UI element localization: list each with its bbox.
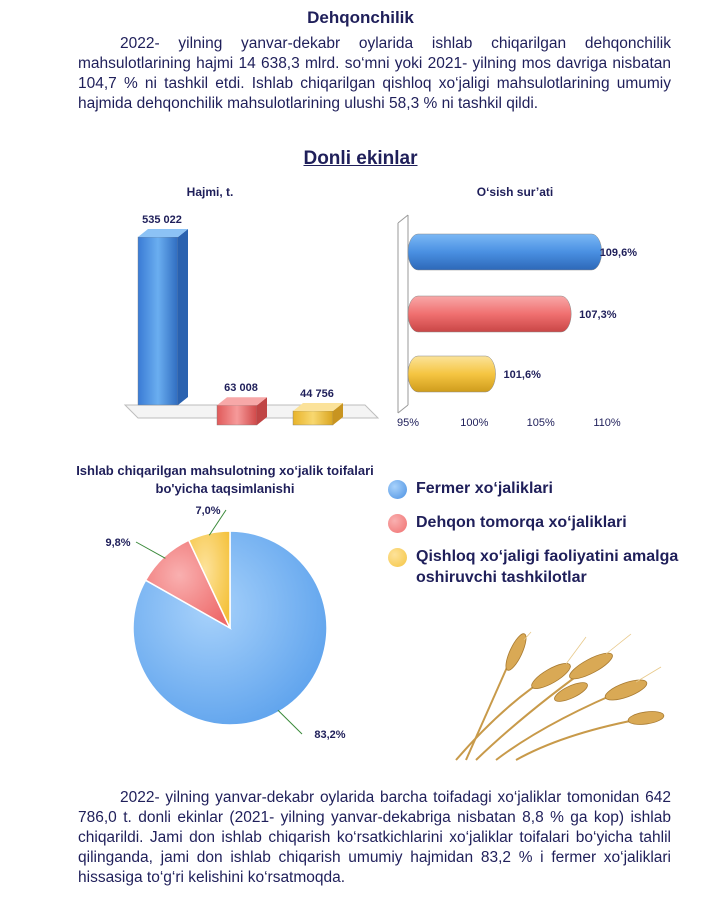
pie-leader-line — [136, 542, 165, 558]
volume-bar-side — [178, 229, 188, 405]
intro-text: 2022- yilning yanvar-dekabr oylarida ishlab chiqarilgan dehqonchilik mahsulotlarining hajmi 14 638,3 mlrd. so‘mni yoki 2021- yilning mos davriga nisbatan 104,7 % ni tashkil etdi. Ishlab chiqarilgan qishloq xo‘jaligi mahsulotlarining umumiy hajmida dehqonchilik mahsulotlarining ulushi 58,3 % ni tashkil qildi. — [78, 35, 671, 112]
chart-legend — [386, 478, 706, 601]
growth-chart-title: O‘sish sur’ati — [476, 185, 554, 199]
legend-item-dehqon — [386, 512, 706, 533]
section-title: Donli ekinlar — [303, 148, 418, 169]
volume-bar — [138, 237, 178, 405]
volume-bar — [217, 405, 257, 425]
growth-bar — [408, 296, 571, 332]
growth-axis-floor-bottom — [398, 405, 408, 413]
legend-item-fermer — [386, 478, 706, 499]
pie-data-label: 83,2% — [314, 729, 346, 741]
growth-tick-label: 100% — [460, 417, 489, 429]
pie-chart-title: Ishlab chiqarilgan mahsulotning xo‘jalik toifalari bo'yicha taqsimlanishi — [76, 463, 374, 496]
legend-label: Dehqon tomorqa xo‘jaliklari — [416, 514, 627, 531]
growth-bar — [408, 234, 602, 270]
volume-bar — [293, 411, 333, 425]
outro-paragraph — [78, 788, 671, 888]
growth-bar-chart — [397, 215, 637, 429]
pie-data-label: 9,8% — [105, 537, 131, 549]
growth-axis-floor — [398, 215, 408, 223]
pie-data-label: 7,0% — [195, 505, 221, 517]
growth-tick-label: 110% — [593, 417, 621, 429]
growth-tick-label: 105% — [526, 417, 555, 429]
volume-bar-chart — [125, 214, 378, 425]
share-pie-chart — [105, 505, 345, 741]
volume-data-label: 44 756 — [300, 387, 334, 400]
growth-tick-label: 95% — [396, 417, 420, 429]
growth-bar — [408, 356, 496, 392]
growth-data-label: 101,6% — [503, 369, 541, 381]
outro-text: 2022- yilning yanvar-dekabr oylarida barcha toifadagi xo‘jaliklar tomonidan 642 786,0 t. donli ekinlar (2021- yilning yanvar-dekabriga nisbatan 8,8 % ga kop) ishlab chiqarildi. Jami don ishlab chiqarish ko‘rsatkichlarini xo‘jaliklar toifalari bo‘yicha tahlil qilinganda, jami don ishlab chiqarish umumiy hajmidan 83,2 % i fermer xo‘jaliklari hissasiga to‘g‘ri kelishini ko‘rsatmoqda. — [78, 789, 671, 886]
volume-data-label: 535 022 — [142, 214, 182, 226]
page-heading: Dehqonchilik — [307, 8, 414, 27]
volume-chart-title: Hajmi, t. — [186, 185, 234, 199]
pie-leader-line — [278, 710, 302, 734]
legend-dot-red — [388, 514, 407, 533]
legend-label: Qishloq xo‘jaligi faoliyatini amalga oshiruvchi tashkilotlar — [416, 548, 679, 586]
legend-dot-blue — [388, 480, 407, 499]
growth-data-label: 107,3% — [579, 309, 617, 321]
growth-data-label: 109,6% — [599, 247, 638, 259]
volume-data-label: 63 008 — [224, 382, 258, 395]
wheat-ears-icon — [436, 632, 666, 762]
legend-label: Fermer xo‘jaliklari — [416, 480, 553, 497]
legend-dot-yellow — [388, 548, 407, 567]
legend-item-tashkilot — [386, 546, 706, 588]
